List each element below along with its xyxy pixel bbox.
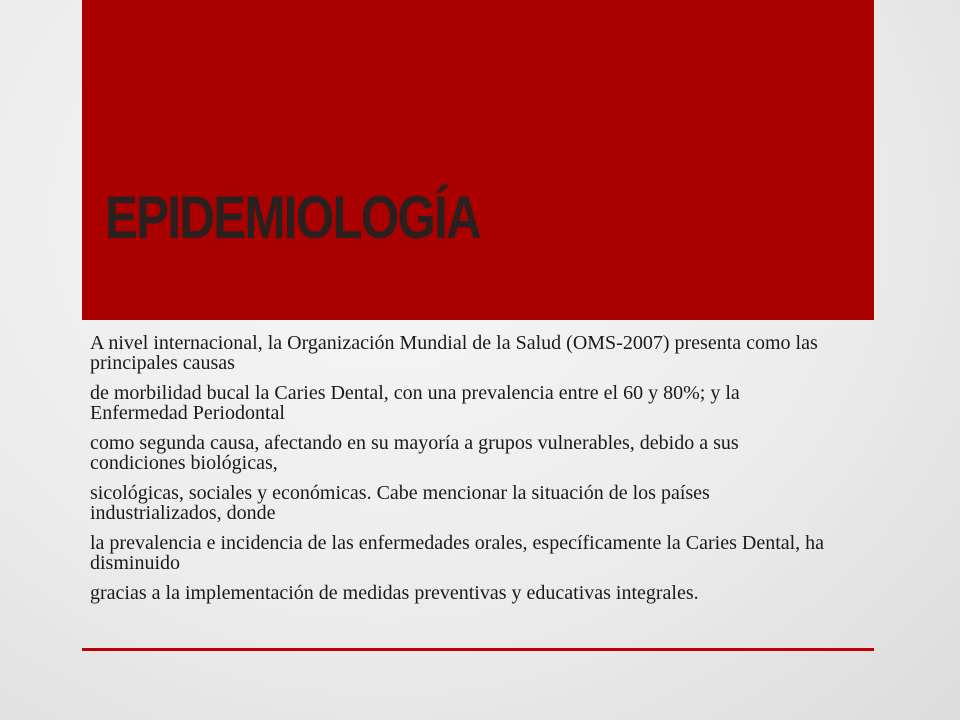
paragraph-1: A nivel internacional, la Organización Mundial de la Salud (OMS-2007) presenta como las principales causas (90, 332, 818, 374)
slide-body (90, 333, 830, 613)
paragraph-2: de morbilidad bucal la Caries Dental, con una prevalencia entre el 60 y 80%; y la Enfermedad Periodontal (90, 382, 740, 424)
title-band (82, 0, 874, 320)
slide-title: EPIDEMIOLOGÍA (105, 184, 481, 251)
paragraph-5: la prevalencia e incidencia de las enfermedades orales, específicamente la Caries Dental, ha disminuido (90, 532, 825, 574)
bottom-divider (82, 648, 874, 651)
paragraph-6: gracias a la implementación de medidas preventivas y educativas integrales. (90, 582, 699, 604)
paragraph-4: sicológicas, sociales y económicas. Cabe mencionar la situación de los países industrializados, donde (90, 482, 710, 524)
paragraph-3: como segunda causa, afectando en su mayoría a grupos vulnerables, debido a sus condiciones biológicas, (90, 432, 739, 474)
